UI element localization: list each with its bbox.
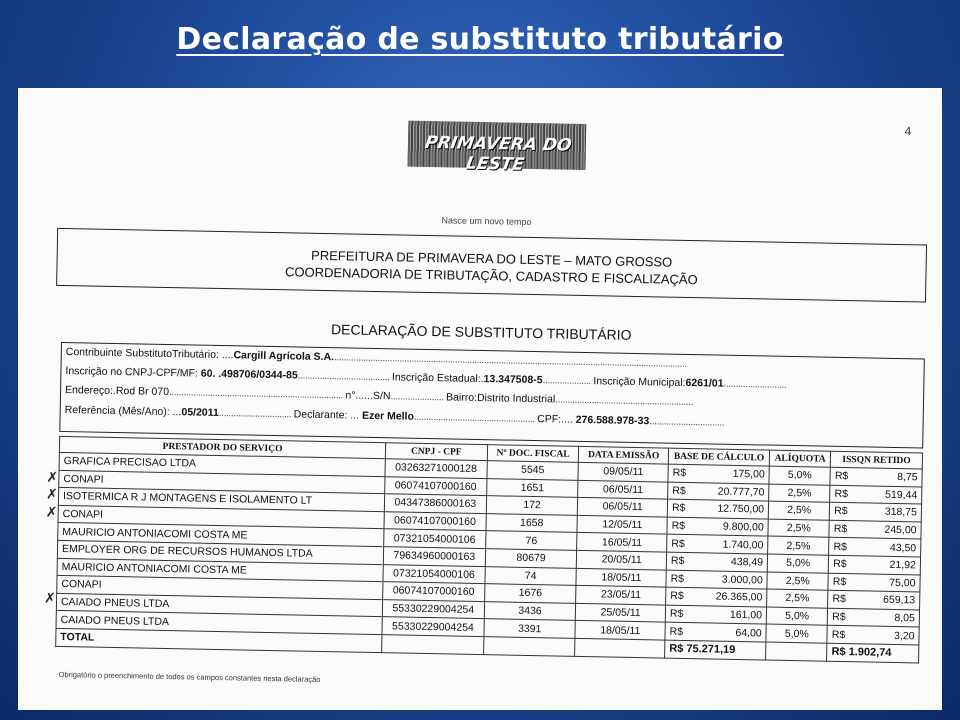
cell-base: R$ 1.740,00 (667, 534, 768, 554)
cell-aliquota: 5,0% (766, 624, 827, 643)
info-row-cnpj: Inscrição no CNPJ-CPF/MF: 60. .498706/0344-85...................................... Inscrição Estadual:.13.347508-5.................... Inscrição Municipal:6261/01.......................... (65, 365, 787, 391)
check-mark-icon: ✗ (45, 504, 58, 521)
cell-iss: R$ 8,05 (828, 608, 920, 627)
cell-base: R$ 3.000,00 (666, 570, 767, 590)
cell-data: 18/05/11 (576, 568, 666, 587)
cell-base: R$ 438,49 (666, 552, 767, 572)
cell-prestador: MAURICIO ANTONIACOMI COSTA ME (58, 523, 384, 547)
page-number: 4 (904, 124, 912, 139)
cell-iss: R$ 245,00 (829, 520, 921, 539)
cell-aliquota: 2,5% (767, 572, 828, 591)
cell-base: R$ 175,00 (668, 464, 769, 484)
cell-doc: 74 (485, 566, 577, 585)
cell-aliquota: 2,5% (769, 484, 830, 503)
cell-prestador: EMPLOYER ORG DE RECURSOS HUMANOS LTDA (57, 540, 383, 564)
cell-prestador: CAIADO PNEUS LTDA (56, 611, 382, 635)
logo-text: PRIMAVERA DO LESTE (423, 132, 574, 175)
cell-aliquota: 2,5% (768, 519, 829, 538)
slide-title: Declaração de substituto tributário (176, 22, 784, 57)
cell-prestador: ISOTERMICA R J MONTAGENS E ISOLAMENTO LT (58, 488, 384, 512)
col-base: BASE DE CÁLCULO (668, 448, 769, 466)
cell-data: 20/05/11 (577, 550, 667, 569)
cell-doc: 5545 (487, 461, 579, 480)
col-data: DATA EMISSÃO (579, 446, 669, 464)
cell-cnpj: 04347386000163 (384, 494, 486, 514)
total-label: TOTAL (56, 628, 382, 652)
cell-iss: R$ 659,13 (828, 590, 920, 609)
cell-doc: 80679 (485, 549, 577, 568)
cell-base: R$ 26.365,00 (666, 587, 767, 607)
info-row-endereco: Endereço:.Rod Br 070........................................................................ n°......S/N...................... Bairro:Distrito Industrial......................................................... (64, 384, 694, 409)
cell-prestador: CONAPI (59, 470, 385, 494)
cell-iss: R$ 8,75 (830, 467, 922, 486)
cell-cnpj: 07321054000106 (384, 529, 486, 549)
cell-cnpj: 06074107000160 (385, 476, 487, 496)
scanned-document (18, 88, 942, 710)
services-table (55, 436, 923, 663)
info-row-contribuinte: Contribuinte SubstitutoTributário: ....Cargill Agrícola S.A................................................................................................................................................... (65, 346, 688, 370)
cell-iss: R$ 43,50 (829, 538, 921, 557)
cell-cnpj: 07321054000106 (383, 564, 485, 584)
cell-prestador: CAIADO PNEUS LTDA (56, 593, 382, 617)
cell-data: 06/05/11 (578, 480, 668, 499)
cell-doc: 3391 (484, 619, 576, 638)
cell-data: 09/05/11 (578, 462, 668, 481)
col-cnpj: CNPJ - CPF (385, 443, 487, 461)
cell-data: 06/05/11 (578, 498, 668, 517)
cell-cnpj: 79634960000163 (383, 547, 485, 567)
cell-base: R$ 161,00 (665, 605, 766, 625)
info-row-referencia: Referência (Mês/Ano): ...05/2011.............................. Declarante: ... Ezer Mello.................................................. CPF:.... 276.588.978-33............................... (64, 404, 725, 429)
footnote: Obrigatório o preenchimento de todos os campos constantes nesta declaração (58, 669, 321, 684)
cell-prestador: CONAPI (58, 505, 384, 529)
cell-prestador: MAURICIO ANTONIACOMI COSTA ME (57, 558, 383, 582)
cell-aliquota: 5,0% (767, 554, 828, 573)
cell-prestador: CONAPI (57, 576, 383, 600)
cell-iss: R$ 3,20 (827, 626, 919, 645)
cell-data: 18/05/11 (575, 621, 665, 640)
cell-aliquota: 2,5% (767, 589, 828, 608)
cell-iss: R$ 21,92 (829, 555, 921, 574)
cell-cnpj: 03263271000128 (385, 459, 487, 479)
col-prestador: PRESTADOR DO SERVIÇO (59, 436, 385, 458)
cell-doc: 1651 (486, 478, 578, 497)
check-mark-icon: ✗ (45, 486, 58, 503)
col-doc: Nº DOC. FISCAL (487, 445, 579, 463)
cell-iss: R$ 519,44 (830, 485, 922, 504)
cell-aliquota: 5,0% (766, 607, 827, 626)
cell-data: 16/05/11 (577, 533, 667, 552)
header-line-1: PREFEITURA DE PRIMAVERA DO LESTE – MATO GROSSO (310, 247, 673, 270)
cell-cnpj: 55330229004254 (382, 617, 484, 637)
check-mark-icon: ✗ (46, 469, 59, 486)
logo-slogan: Nasce um novo tempo (441, 215, 532, 227)
cell-data: 25/05/11 (576, 603, 666, 622)
cell-aliquota: 2,5% (768, 536, 829, 555)
cell-cnpj: 55330229004254 (382, 599, 484, 619)
contribuinte-value: Cargill Agrícola S.A. (233, 349, 335, 364)
cell-aliquota: 5,0% (769, 466, 830, 485)
declaration-title: DECLARAÇÃO DE SUBSTITUTO TRIBUTÁRIO (330, 321, 632, 343)
cell-base: R$ 12.750,00 (667, 499, 768, 519)
cell-doc: 76 (485, 531, 577, 550)
cell-iss: R$ 75,00 (828, 573, 920, 592)
total-base: R$ 75.271,19 (669, 642, 736, 657)
cell-doc: 1676 (484, 584, 576, 603)
col-aliquota: ALÍQUOTA (769, 450, 830, 467)
cell-doc: 172 (486, 496, 578, 515)
cell-base: R$ 64,00 (665, 622, 766, 642)
header-line-2: COORDENADORIA DE TRIBUTAÇÃO, CADASTRO E FISCALIZAÇÃO (284, 264, 698, 288)
total-iss: R$ 1.902,74 (831, 646, 892, 660)
cell-cnpj: 06074107000160 (383, 582, 485, 602)
check-mark-icon: ✗ (43, 590, 56, 607)
cell-base: R$ 20.777,70 (668, 482, 769, 502)
taxpayer-info (59, 342, 925, 449)
cell-cnpj: 06074107000160 (384, 511, 486, 531)
cell-doc: 1658 (486, 513, 578, 532)
col-iss: ISSQN RETIDO (831, 451, 923, 469)
cell-base: R$ 9.800,00 (667, 517, 768, 537)
cell-aliquota: 2,5% (768, 501, 829, 520)
cell-doc: 3436 (484, 601, 576, 620)
header-box (56, 228, 927, 303)
cell-prestador: GRAFICA PRECISAO LTDA (59, 452, 385, 476)
cell-data: 23/05/11 (576, 586, 666, 605)
cell-iss: R$ 318,75 (830, 502, 922, 521)
cell-data: 12/05/11 (577, 515, 667, 534)
